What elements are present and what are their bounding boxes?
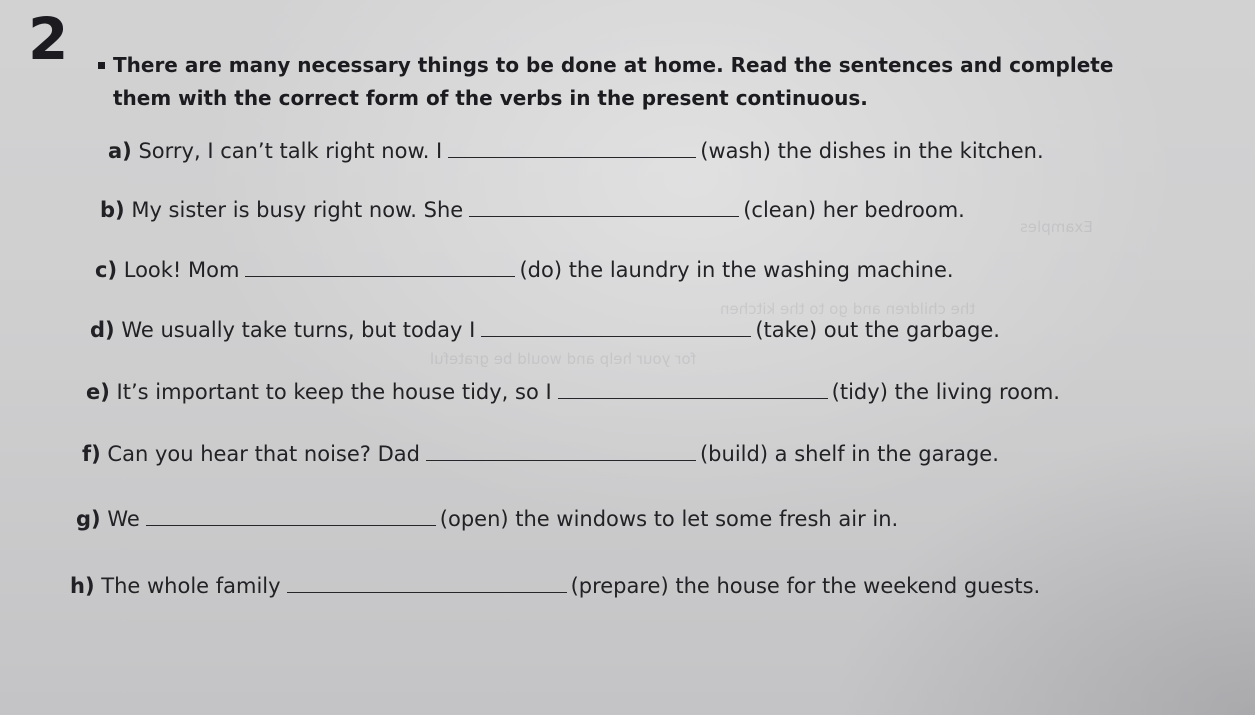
sentence-start: The whole family — [101, 574, 281, 598]
sentence-end: (open) the windows to let some fresh air in. — [439, 507, 899, 531]
sentence-start: Sorry, I can’t talk right now. I — [138, 139, 443, 163]
sentence-start: My sister is busy right now. She — [131, 198, 464, 222]
instruction-line-1: There are many necessary things to be done at home. Read the sentences and complete — [113, 53, 1114, 77]
item-letter: g) — [76, 507, 101, 531]
sentence-end: (wash) the dishes in the kitchen. — [700, 139, 1044, 163]
task-instructions — [113, 49, 1223, 115]
sentence-end: (build) a shelf in the garage. — [699, 442, 999, 466]
sentence-end: (tidy) the living room. — [831, 380, 1060, 404]
exercise-item-h — [70, 572, 1040, 600]
answer-blank[interactable] — [481, 316, 751, 337]
sentence-end: (prepare) the house for the weekend guests. — [570, 574, 1041, 598]
answer-blank[interactable] — [558, 378, 828, 399]
task-number-dot — [98, 62, 105, 69]
sentence-end: (take) out the garbage. — [755, 318, 1000, 342]
item-letter: b) — [100, 198, 125, 222]
sentence-end: (clean) her bedroom. — [743, 198, 965, 222]
instruction-line-2: them with the correct form of the verbs in the present continuous. — [113, 86, 868, 110]
answer-blank[interactable] — [426, 440, 696, 461]
item-letter: f) — [82, 442, 101, 466]
item-letter: d) — [90, 318, 115, 342]
exercise-item-e — [86, 378, 1060, 406]
bleed-through-text: for your help and would be grateful — [430, 350, 696, 368]
bleed-through-text: Examples — [1020, 218, 1093, 236]
exercise-item-c — [95, 256, 954, 284]
exercise-item-d — [90, 316, 1000, 344]
item-letter: c) — [95, 258, 118, 282]
sentence-start: It’s important to keep the house tidy, so I — [116, 380, 552, 404]
answer-blank[interactable] — [448, 137, 696, 158]
exercise-item-a — [108, 137, 1044, 165]
answer-blank[interactable] — [287, 572, 567, 593]
item-letter: a) — [108, 139, 132, 163]
sentence-start: We usually take turns, but today I — [121, 318, 476, 342]
task-number: 2 — [28, 5, 69, 73]
answer-blank[interactable] — [469, 196, 739, 217]
exercise-item-f — [82, 440, 999, 468]
sentence-end: (do) the laundry in the washing machine. — [519, 258, 954, 282]
bleed-through-text: the children and go to the kitchen — [720, 300, 976, 318]
sentence-start: We — [107, 507, 140, 531]
exercise-item-b — [100, 196, 965, 224]
answer-blank[interactable] — [146, 505, 436, 526]
sentence-start: Can you hear that noise? Dad — [107, 442, 420, 466]
item-letter: h) — [70, 574, 95, 598]
sentence-start: Look! Mom — [123, 258, 240, 282]
item-letter: e) — [86, 380, 110, 404]
exercise-item-g — [76, 505, 898, 533]
answer-blank[interactable] — [245, 256, 515, 277]
